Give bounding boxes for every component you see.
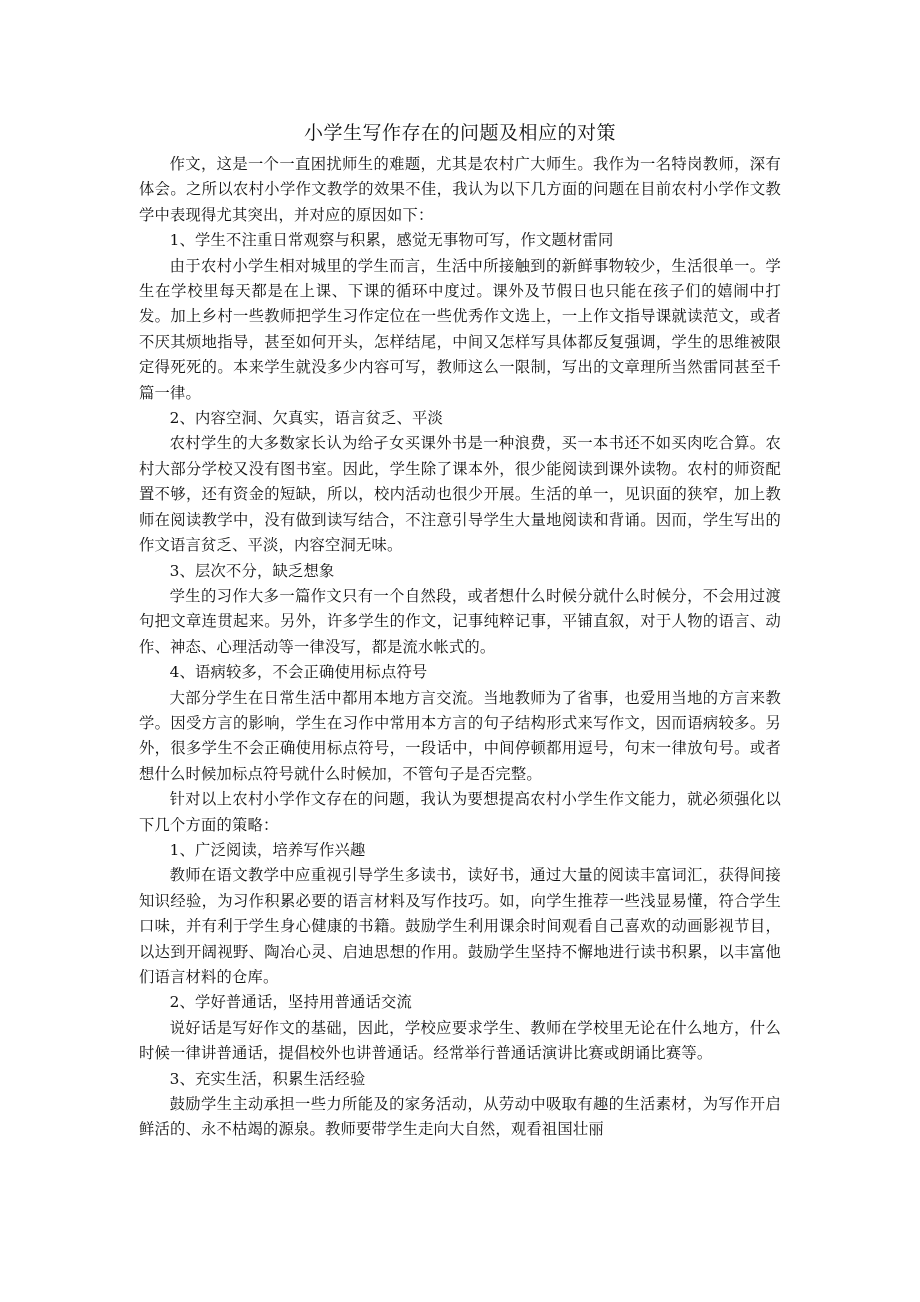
section-heading: 3、充实生活，积累生活经验 bbox=[169, 1069, 366, 1088]
paragraph: 作文，这是一个一直困扰师生的难题，尤其是农村广大师生。我作为一名特岗教师，深有体会。之所以农村小学作文教学的效果不佳，我认为以下几方面的问题在目前农村小学作文教学中表现得尤其突出，并对应的原因如下： bbox=[139, 155, 781, 224]
paragraph: 教师在语文教学中应重视引导学生多读书，读好书，通过大量的阅读丰富词汇，获得间接知识经验，为习作积累必要的语言材料及写作技巧。如，向学生推荐一些浅显易懂，符合学生口味，并有利于学生身心健康的书籍。鼓励学生利用课余时间观看自己喜欢的动画影视节目，以达到开阔视野、陶冶心灵、启迪思想的作用。鼓励学生坚持不懈地进行读书积累，以丰富他们语言材料的仓库。 bbox=[139, 866, 781, 986]
document-title: 小学生写作存在的问题及相应的对策 bbox=[303, 122, 616, 144]
paragraph: 农村学生的大多数家长认为给孑女买课外书是一种浪费，买一本书还不如买肉吃合算。农村大部分学校又没有图书室。因此，学生除了课本外，很少能阅读到课外读物。农村的师资配置不够，还有资金的短缺，所以，校内活动也很少开展。生活的单一，见识面的狭窄，加上教师在阅读教学中，没有做到读写结合，不注意引导学生大量地阅读和背诵。因而，学生写出的作文语言贫乏、平淡，内容空洞无味。 bbox=[139, 434, 781, 555]
paragraph: 鼓励学生主动承担一些力所能及的家务活动，从劳动中吸取有趣的生活素材，为写作开启鲜活的、永不枯竭的源泉。教师要带学生走向大自然，观看祖国壮丽 bbox=[139, 1095, 781, 1139]
document-body bbox=[139, 152, 781, 1143]
section-heading: 3、层次不分，缺乏想象 bbox=[169, 561, 335, 580]
paragraph: 由于农村小学生相对城里的学生而言，生活中所接触到的新鲜事物较少，生活很单一。学生在学校里每天都是在上课、下课的循环中度过。课外及节假日也只能在孩子们的嬉闹中打发。加上乡村一些教师把学生习作定位在一些优秀作文选上，一上作文指导课就读范文，或者不厌其烦地指导，甚至如何开头，怎样结尾，中间又怎样写具体都反复强调，学生的思维被限定得死死的。本来学生就没多少内容可写，教师这么一限制，写出的文章理所当然雷同甚至千篇一律。 bbox=[139, 256, 781, 402]
paragraph: 针对以上农村小学作文存在的问题，我认为要想提高农村小学生作文能力，就必须强化以下几个方面的策略： bbox=[139, 790, 781, 834]
section-heading: 1、广泛阅读，培养写作兴趣 bbox=[169, 840, 366, 859]
section-heading: 2、内容空洞、欠真实，语言贫乏、平淡 bbox=[169, 409, 443, 428]
section-heading: 4、语病较多，不会正确使用标点符号 bbox=[169, 663, 428, 682]
section-heading: 2、学好普通话，坚持用普通话交流 bbox=[169, 993, 412, 1012]
paragraph: 学生的习作大多一篇作文只有一个自然段，或者想什么时候分就什么时候分，不会用过渡句把文章连贯起来。另外，许多学生的作文，记事纯粹记事，平铺直叙，对于人物的语言、动作、神态、心理活动等一律没写，都是流水帐式的。 bbox=[139, 586, 781, 656]
document-page bbox=[139, 118, 781, 1143]
paragraph: 大部分学生在日常生活中都用本地方言交流。当地教师为了省事，也爱用当地的方言来教学。因受方言的影响，学生在习作中常用本方言的句子结构形式来写作文，因而语病较多。另外，很多学生不会正确使用标点符号，一段话中，中间停顿都用逗号，句末一律放句号。或者想什么时候加标点符号就什么时候加，不管句子是否完整。 bbox=[139, 688, 781, 783]
section-heading: 1、学生不注重日常观察与积累，感觉无事物可写，作文题材雷同 bbox=[169, 231, 614, 250]
paragraph: 说好话是写好作文的基础，因此，学校应要求学生、教师在学校里无论在什么地方，什么时候一律讲普通话，提倡校外也讲普通话。经常举行普通话演讲比赛或朗诵比赛等。 bbox=[139, 1018, 781, 1063]
